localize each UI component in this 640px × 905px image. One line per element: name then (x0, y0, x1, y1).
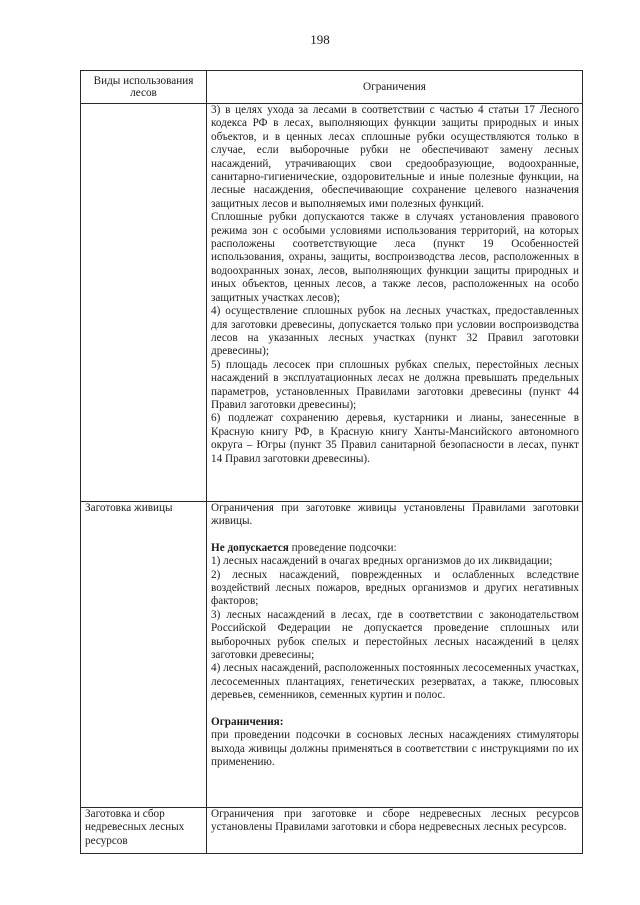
restrictions-cell (207, 104, 583, 502)
table-row (81, 808, 583, 854)
paragraph: Ограничения при заготовке и сборе недревесных лесных ресурсов установлены Правилами заготовки и сбора недревесных лесных ресурсов. (211, 808, 579, 834)
list-item: 2) лесных насаждений, поврежденных и ослабленных вследствие воздействий лесных пожаров, вредных организмов и других негативных факторов; (211, 568, 579, 608)
not-allowed-heading (211, 542, 579, 555)
list-item: 4) лесных насаждений, расположенных постоянных лесосеменных участках, лесосеменных плантациях, генетических резерватах, а также, плюсовых деревьев, семенников, семенных куртин и полос. (211, 662, 579, 702)
paragraph: 6) подлежат сохранению деревья, кустарники и лианы, занесенные в Красную книгу РФ, в Красную книгу Ханты-Мансийского автономного округа – Югры (пункт 35 Правил санитарной безопасности в лесах, пункт 14 Правил заготовки древесины). (211, 412, 579, 465)
limits-text: при проведении подсочки в сосновых лесных насаждениях стимуляторы выхода живицы должны применяться в соответствии с инструкциями по их применению. (211, 729, 579, 768)
intro-text: Ограничения при заготовке живицы установлены Правилами заготовки живицы. (211, 502, 579, 528)
table-row (81, 104, 583, 502)
forest-use-cell: Заготовка живицы (81, 502, 207, 808)
table-header-row (81, 71, 583, 104)
list-item: 3) лесных насаждений в лесах, где в соответствии с законодательством Российской Федерации не допускается проведение сплошных или выборочных рубок спелых и перестойных лесных насаждений в целях заготовки древесины; (211, 608, 579, 662)
limits-label: Ограничения: (211, 715, 284, 728)
forest-use-cell: Заготовка и сбор недревесных лесных ресурсов (81, 808, 207, 854)
paragraph: 4) осуществление сплошных рубок на лесных участках, предоставленных для заготовки древесины, допускается только при условии воспроизводства лесов на указанных лесных участках (пункт 32 Правил заготовки древесины); (211, 305, 579, 358)
forest-use-cell (81, 104, 207, 502)
restrictions-cell (207, 808, 583, 854)
header-forest-use-types: Виды использования лесов (81, 71, 207, 104)
table-row (81, 502, 583, 808)
restrictions-cell (207, 502, 583, 808)
paragraph: Сплошные рубки допускаются также в случаях установления правового режима зон с особыми условиями использования территорий, на которых расположены соответствующие леса (пункт 19 Особенностей использования, охраны, защиты, воспроизводства лесов, расположенных в водоохранных зонах, лесов, выполняющих функции защиты природных и иных объектов, ценных лесов, а также лесов, расположенных на особо защитных участках лесов); (211, 211, 579, 304)
paragraph: 5) площадь лесосек при сплошных рубках спелых, перестойных лесных насаждений в эксплуатационных лесах не должна превышать предельных параметров, установленных Правилами заготовки древесины (пункт 44 Правил заготовки древесины); (211, 358, 579, 411)
not-allowed-label: Не допускается (211, 541, 289, 554)
restrictions-table (80, 70, 583, 854)
list-item: 1) лесных насаждений в очагах вредных организмов до их ликвидации; (211, 555, 553, 568)
header-restrictions: Ограничения (207, 71, 583, 104)
page-number: 198 (310, 32, 330, 47)
not-allowed-rest: проведение подсочки: (288, 541, 397, 554)
paragraph: 3) в целях ухода за лесами в соответствии с частью 4 статьи 17 Лесного кодекса РФ в лесах, выполняющих функции защиты природных и иных объектов, и в ценных лесах сплошные рубки осуществляются только в случае, если выборочные рубки не обеспечивают замену лесных насаждений, утрачивающих свои средообразующие, водоохранные, санитарно-гигиенические, оздоровительные и иные полезные функции, на лесные насаждения, обеспечивающие сохранение целевого назначения защитных лесов и выполняемых ими полезных функций. (211, 104, 579, 210)
